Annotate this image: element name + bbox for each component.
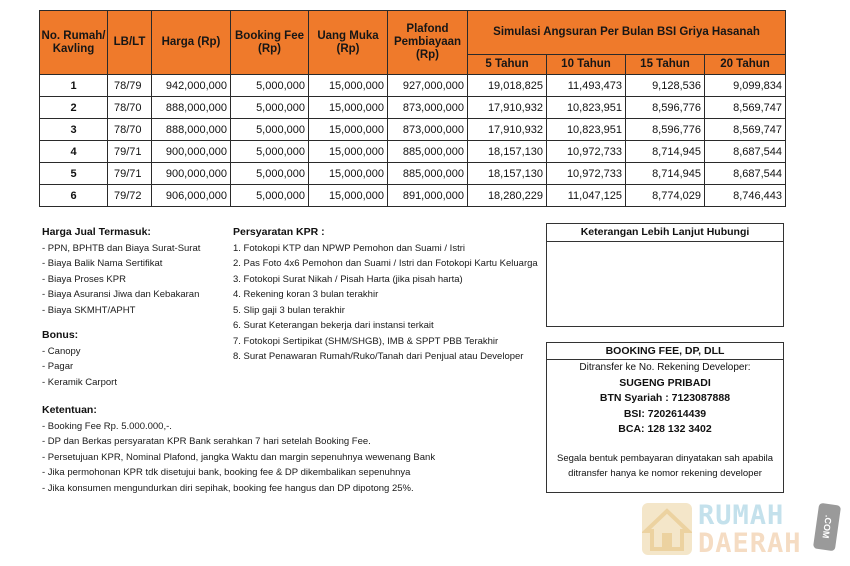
cell-no: 4 — [40, 141, 108, 163]
booking-transfer-line: Ditransfer ke No. Rekening Developer: — [579, 362, 751, 373]
harga-jual-item: - PPN, BPHTB dan Biaya Surat-Surat — [42, 242, 201, 254]
cell-uang-muka: 15,000,000 — [309, 119, 388, 141]
cell-harga: 942,000,000 — [152, 75, 231, 97]
cell-harga: 888,000,000 — [152, 97, 231, 119]
persyaratan-item: 6. Surat Keterangan bekerja dari instansi terkait — [233, 320, 434, 331]
bonus-item: - Keramik Carport — [42, 376, 117, 388]
persyaratan-item: 1. Fotokopi KTP dan NPWP Pemohon dan Suami / Istri — [233, 242, 465, 254]
table-row — [40, 141, 786, 163]
cell-harga: 906,000,000 — [152, 185, 231, 207]
house-icon — [642, 503, 692, 555]
bca-account: BCA: 128 132 3402 — [618, 423, 712, 435]
cell-tenor-15: 8,714,945 — [626, 163, 705, 185]
cell-harga: 888,000,000 — [152, 119, 231, 141]
cell-tenor-20: 8,746,443 — [705, 185, 786, 207]
cell-tenor-20: 8,687,544 — [705, 163, 786, 185]
bonus-item: - Pagar — [42, 361, 74, 372]
cell-plafond: 927,000,000 — [388, 75, 468, 97]
persyaratan-item: 5. Slip gaji 3 bulan terakhir — [233, 304, 345, 316]
watermark-com-badge: .COM — [813, 503, 841, 552]
cell-no: 6 — [40, 185, 108, 207]
persyaratan-item: 3. Fotokopi Surat Nikah / Pisah Harta (jika pisah harta) — [233, 273, 463, 285]
cell-tenor-20: 8,687,544 — [705, 141, 786, 163]
header-tenor-20: 20 Tahun — [705, 55, 786, 75]
header-lblt: LB/LT — [108, 11, 152, 75]
cell-tenor-10: 10,823,951 — [547, 97, 626, 119]
cell-plafond: 885,000,000 — [388, 141, 468, 163]
ketentuan-section — [42, 403, 435, 496]
header-uang-muka: Uang Muka (Rp) — [309, 11, 388, 75]
cell-uang-muka: 15,000,000 — [309, 163, 388, 185]
cell-lblt: 78/70 — [108, 119, 152, 141]
cell-tenor-5: 18,280,229 — [468, 185, 547, 207]
cell-tenor-5: 19,018,825 — [468, 75, 547, 97]
cell-lblt: 79/72 — [108, 185, 152, 207]
cell-lblt: 79/71 — [108, 163, 152, 185]
harga-jual-title: Harga Jual Termasuk: — [42, 226, 151, 238]
cell-no: 3 — [40, 119, 108, 141]
cell-plafond: 891,000,000 — [388, 185, 468, 207]
cell-tenor-20: 8,569,747 — [705, 97, 786, 119]
header-tenor-10: 10 Tahun — [547, 55, 626, 75]
cell-tenor-5: 17,910,932 — [468, 119, 547, 141]
cell-lblt: 78/79 — [108, 75, 152, 97]
bonus-section — [42, 328, 117, 390]
bonus-title: Bonus: — [42, 329, 79, 341]
harga-jual-section — [42, 225, 200, 318]
cell-lblt: 78/70 — [108, 97, 152, 119]
cell-booking-fee: 5,000,000 — [231, 141, 309, 163]
cell-booking-fee: 5,000,000 — [231, 119, 309, 141]
harga-jual-item: - Biaya Proses KPR — [42, 273, 126, 285]
cell-harga: 900,000,000 — [152, 163, 231, 185]
cell-tenor-15: 8,714,945 — [626, 141, 705, 163]
cell-booking-fee: 5,000,000 — [231, 185, 309, 207]
cell-tenor-15: 8,596,776 — [626, 119, 705, 141]
cell-uang-muka: 15,000,000 — [309, 75, 388, 97]
cell-lblt: 79/71 — [108, 141, 152, 163]
persyaratan-item: 7. Fotokopi Sertipikat (SHM/SHGB), IMB & SPPT PBB Terakhir — [233, 335, 499, 347]
cell-plafond: 885,000,000 — [388, 163, 468, 185]
header-booking-fee: Booking Fee (Rp) — [231, 11, 309, 75]
payment-note: Segala bentuk pembayaran dinyatakan sah apabila ditransfer hanya ke nomor rekening developer — [556, 452, 774, 479]
table-row — [40, 119, 786, 141]
price-table — [39, 10, 786, 207]
ketentuan-item: - DP dan Berkas persyaratan KPR Bank serahkan 7 hari setelah Booking Fee. — [42, 436, 371, 447]
cell-tenor-15: 8,774,029 — [626, 185, 705, 207]
ketentuan-item: - Persetujuan KPR, Nominal Plafond, jangka Waktu dan margin sepenuhnya wewenang Bank — [42, 451, 436, 463]
ketentuan-item: - Jika permohonan KPR tdk disetujui bank, booking fee & DP dikembalikan sepenuhnya — [42, 467, 411, 478]
cell-uang-muka: 15,000,000 — [309, 97, 388, 119]
cell-booking-fee: 5,000,000 — [231, 97, 309, 119]
table-row — [40, 75, 786, 97]
ketentuan-item: - Jika konsumen mengundurkan diri sepihak, booking fee hangus dan DP dipotong 25%. — [42, 482, 414, 494]
cell-tenor-20: 8,569,747 — [705, 119, 786, 141]
header-no: No. Rumah/ Kavling — [40, 11, 108, 75]
cell-tenor-15: 9,128,536 — [626, 75, 705, 97]
table-body — [40, 75, 786, 207]
persyaratan-item: 4. Rekening koran 3 bulan terakhir — [233, 289, 379, 300]
watermark-word-rumah: RUMAH — [698, 500, 785, 531]
cell-no: 2 — [40, 97, 108, 119]
cell-tenor-10: 10,972,733 — [547, 141, 626, 163]
header-tenor-15: 15 Tahun — [626, 55, 705, 75]
cell-tenor-10: 10,972,733 — [547, 163, 626, 185]
bsi-account: BSI: 7202614439 — [623, 407, 707, 420]
cell-tenor-5: 18,157,130 — [468, 163, 547, 185]
header-simulasi: Simulasi Angsuran Per Bulan BSI Griya Hasanah — [468, 11, 786, 55]
bonus-item: - Canopy — [42, 345, 81, 357]
cell-plafond: 873,000,000 — [388, 119, 468, 141]
harga-jual-item: - Biaya SKMHT/APHT — [42, 304, 136, 316]
table-row — [40, 185, 786, 207]
cell-tenor-20: 9,099,834 — [705, 75, 786, 97]
btn-account: BTN Syariah : 7123087888 — [599, 392, 731, 404]
cell-booking-fee: 5,000,000 — [231, 163, 309, 185]
cell-tenor-15: 8,596,776 — [626, 97, 705, 119]
contact-info-box — [546, 223, 784, 327]
harga-jual-item: - Biaya Balik Nama Sertifikat — [42, 258, 163, 269]
header-tenor-5: 5 Tahun — [468, 55, 547, 75]
booking-fee-box — [546, 342, 784, 493]
cell-tenor-5: 17,910,932 — [468, 97, 547, 119]
persyaratan-item: 8. Surat Penawaran Rumah/Ruko/Tanah dari Penjual atau Developer — [233, 351, 524, 362]
cell-uang-muka: 15,000,000 — [309, 185, 388, 207]
watermark-logo — [640, 498, 845, 562]
cell-plafond: 873,000,000 — [388, 97, 468, 119]
cell-uang-muka: 15,000,000 — [309, 141, 388, 163]
cell-harga: 900,000,000 — [152, 141, 231, 163]
header-harga: Harga (Rp) — [152, 11, 231, 75]
account-holder-name: SUGENG PRIBADI — [619, 376, 711, 389]
harga-jual-item: - Biaya Asuransi Jiwa dan Kebakaran — [42, 289, 200, 300]
cell-no: 1 — [40, 75, 108, 97]
persyaratan-kpr-section — [233, 225, 538, 365]
persyaratan-item: 2. Pas Foto 4x6 Pemohon dan Suami / Istri dan Fotokopi Kartu Keluarga — [233, 258, 538, 269]
cell-no: 5 — [40, 163, 108, 185]
watermark-word-daerah: DAERAH — [698, 528, 802, 559]
cell-tenor-10: 10,823,951 — [547, 119, 626, 141]
header-plafond: Plafond Pembiayaan (Rp) — [388, 11, 468, 75]
table-row — [40, 97, 786, 119]
persyaratan-title: Persyaratan KPR : — [233, 226, 325, 238]
cell-tenor-10: 11,047,125 — [547, 185, 626, 207]
contact-info-title: Keterangan Lebih Lanjut Hubungi — [547, 224, 783, 242]
ketentuan-item: - Booking Fee Rp. 5.000.000,-. — [42, 420, 172, 432]
cell-tenor-10: 11,493,473 — [547, 75, 626, 97]
cell-booking-fee: 5,000,000 — [231, 75, 309, 97]
cell-tenor-5: 18,157,130 — [468, 141, 547, 163]
ketentuan-title: Ketentuan: — [42, 404, 97, 416]
booking-box-title: BOOKING FEE, DP, DLL — [547, 343, 783, 360]
table-row — [40, 163, 786, 185]
